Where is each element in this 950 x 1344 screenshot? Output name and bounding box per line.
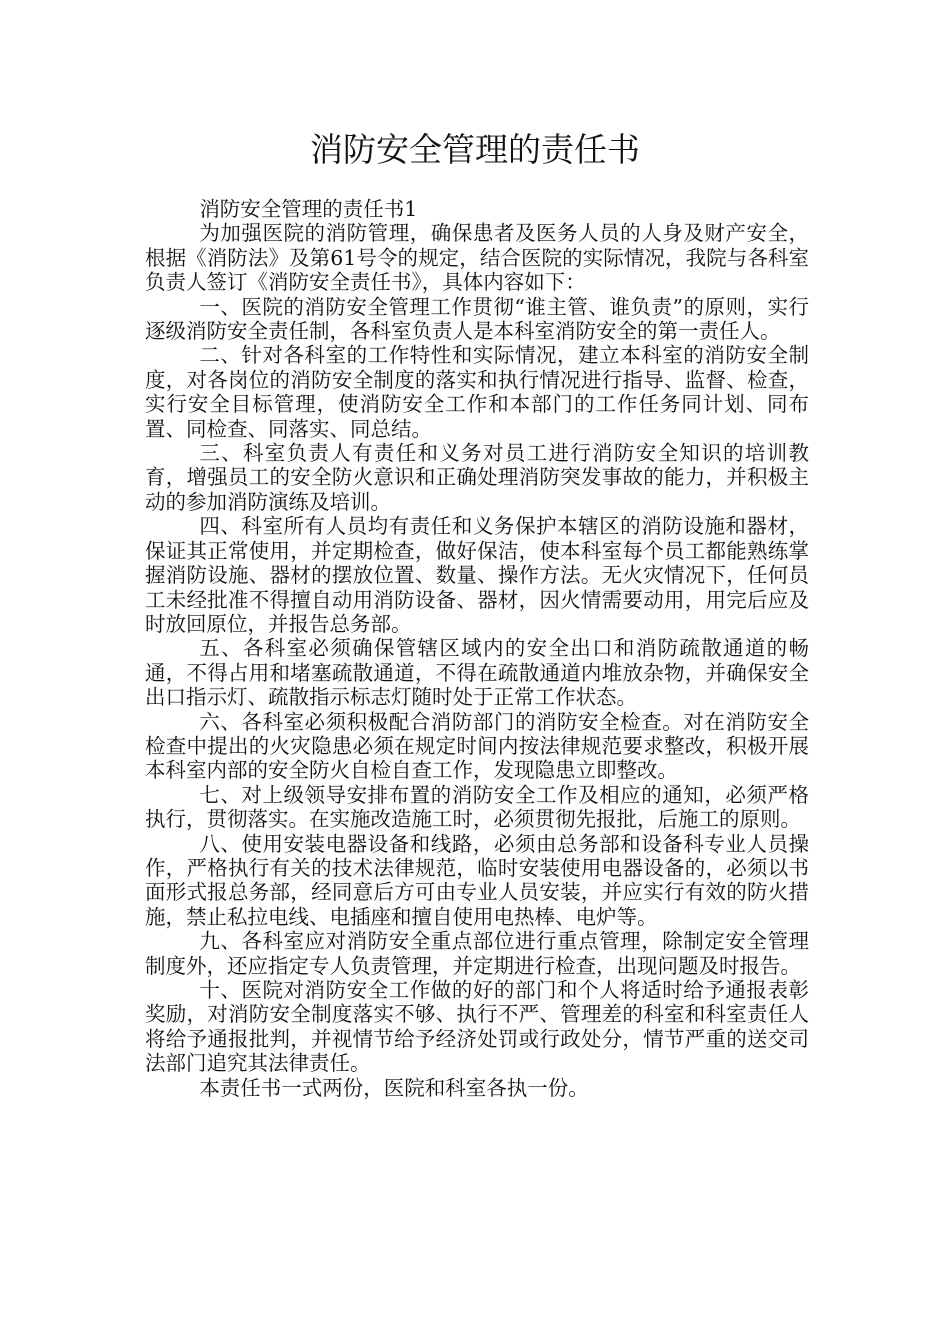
intro-paragraph: 为加强医院的消防管理，确保患者及医务人员的人身及财产安全，根据《消防法》及第61号令的规定，结合医院的实际情况，我院与各科室负责人签订《消防安全责任书》，具体内容如下：: [145, 221, 809, 295]
document-title: 消防安全管理的责任书: [310, 130, 640, 169]
section-heading: 消防安全管理的责任书1: [199, 197, 418, 221]
clause-8: 八、使用安装电器设备和线路，必须由总务部和设备科专业人员操作，严格执行有关的技术法律规范，临时安装使用电器设备的，必须以书面形式报总务部，经同意后方可由专业人员安装，并应实行有效的防火措施，禁止私拉电线、电插座和擅自使用电热棒、电炉等。: [145, 831, 809, 929]
clause-9: 九、各科室应对消防安全重点部位进行重点管理，除制定安全管理制度外，还应指定专人负责管理，并定期进行检查，出现问题及时报告。: [145, 929, 809, 978]
clause-10: 十、医院对消防安全工作做的好的部门和个人将适时给予通报表彰奖励，对消防安全制度落实不够、执行不严、管理差的科室和科室责任人将给予通报批判，并视情节给予经济处罚或行政处分，情节严重的送交司法部门追究其法律责任。: [145, 978, 809, 1076]
document-body: [145, 197, 809, 1100]
clause-6: 六、各科室必须积极配合消防部门的消防安全检查。对在消防安全检查中提出的火灾隐患必须在规定时间内按法律规范要求整改，积极开展本科室内部的安全防火自检自查工作，发现隐患立即整改。: [145, 709, 809, 783]
closing-paragraph: 本责任书一式两份，医院和科室各执一份。: [199, 1075, 589, 1100]
clause-4: 四、科室所有人员均有责任和义务保护本辖区的消防设施和器材，保证其正常使用，并定期检查，做好保洁，使本科室每个员工都能熟练掌握消防设施、器材的摆放位置、数量、操作方法。无火灾情况下，任何员工未经批准不得擅自动用消防设备、器材，因火情需要动用，用完后应及时放回原位，并报告总务部。: [145, 514, 809, 636]
clause-7: 七、对上级领导安排布置的消防安全工作及相应的通知，必须严格执行，贯彻落实。在实施改造施工时，必须贯彻先报批，后施工的原则。: [145, 782, 809, 832]
clause-3: 三、科室负责人有责任和义务对员工进行消防安全知识的培训教育，增强员工的安全防火意识和正确处理消防突发事故的能力，并积极主动的参加消防演练及培训。: [145, 441, 809, 514]
clause-5: 五、各科室必须确保管辖区域内的安全出口和消防疏散通道的畅通，不得占用和堵塞疏散通道，不得在疏散通道内堆放杂物，并确保安全出口指示灯、疏散指示标志灯随时处于正常工作状态。: [145, 636, 809, 710]
clause-2: 二、针对各科室的工作特性和实际情况，建立本科室的消防安全制度，对各岗位的消防安全制度的落实和执行情况进行指导、监督、检查，实行安全目标管理，使消防安全工作和本部门的工作任务同计划、同布置、同检查、同落实、同总结。: [145, 343, 809, 441]
clause-1: 一、医院的消防安全管理工作贯彻“谁主管、谁负责”的原则，实行逐级消防安全责任制，各科室负责人是本科室消防安全的第一责任人。: [145, 294, 809, 344]
